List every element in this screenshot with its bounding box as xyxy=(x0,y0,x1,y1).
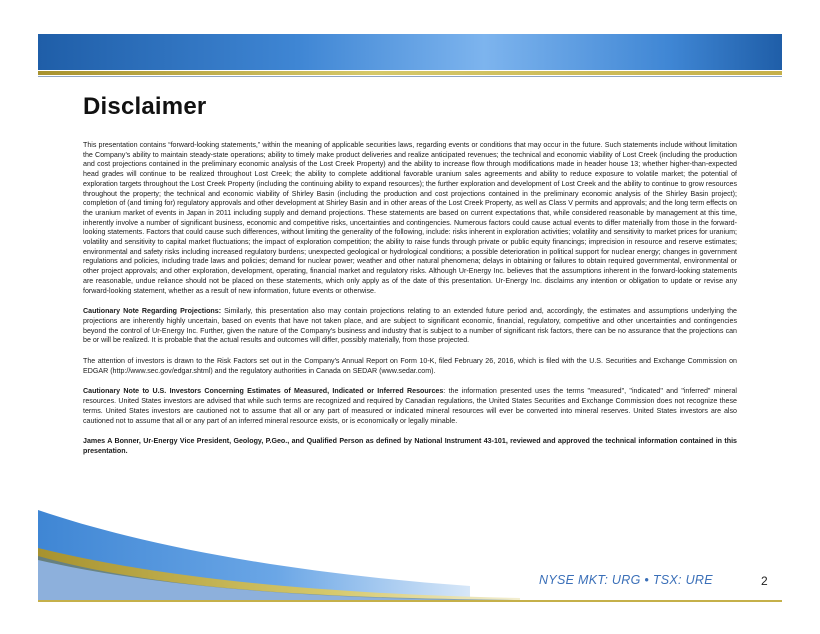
projections-body: Similarly, this presentation also may contain projections relating to an extended future period and, accordingly, the estimates and assumptions underlying the projections are inherently highly uncertain, based on events that have not taken place, and are subject to significant economic, financial, regulatory, competitive and other uncertainties and contingencies beyond the control of Ur-Energy Inc. Further, given the nature of the Company's business and industry that is subject to a number of significant risk factors, there can be no assurance that the projections can be or will be realized. It is probable that the actual results and outcomes will differ, possibly materially, from those projected. xyxy=(83,307,737,345)
us-investors-heading: Cautionary Note to U.S. Investors Concerning Estimates of Measured, Indicated or Inferred Resources xyxy=(83,387,444,396)
page-number: 2 xyxy=(761,574,768,588)
page-title: Disclaimer xyxy=(83,93,207,120)
projections-heading: Cautionary Note Regarding Projections: xyxy=(83,307,222,316)
footer-ticker: NYSE MKT: URG • TSX: URE xyxy=(539,573,713,587)
us-investors-body: : the information presented uses the terms "measured", "indicated" and "inferred" mineral resources. United States investors are advised that while such terms are recognized and required by Canadian regulations, the United States Securities and Exchange Commission does not recognize these terms. United States investors are cautioned not to assume that all or any part of measured or indicated mineral resources will ever be converted into mineral reserves. United States investors are also cautioned not to assume that all or any part of an inferred mineral resource exists, or is economically or legally minable. xyxy=(83,387,737,425)
risk-factors-paragraph: The attention of investors is drawn to the Risk Factors set out in the Company's Annual Report on Form 10-K, filed February 26, 2016, which is filed with the U.S. Securities and Exchange Commission on EDGAR (http://www.sec.gov/edgar.shtml) and the regulatory authorities in Canada on SEDAR (www.sedar.com). xyxy=(83,357,737,375)
qualified-person-paragraph: James A Bonner, Ur-Energy Vice President, Geology, P.Geo., and Qualified Person as defined by National Instrument 43-101, reviewed and approved the technical information contained in this presentation. xyxy=(83,437,737,455)
forward-looking-paragraph: This presentation contains “forward-looking statements,” within the meaning of applicable securities laws, regarding events or conditions that may occur in the future. Such statements include without limitation the Company’s ability to maintain steady-state operations; ability to timely make product deliveries and realize anticipated revenues; the technical and economic viability of Lost Creek (including the production and cost projections contained in the preliminary economic analysis of the Lost Creek Property) and the ability to increase flow through modifications made in header house 13; whether higher-than-expected head grades will continue to be realized throughout Lost Creek; the ability to complete additional favorable uranium sales agreements and ability to reduce exposure to volatile market; the potential of exploration targets throughout the Lost Creek Property (including the continuing ability to expand resources); the further exploration and development of Lost Creek and the ability to continue to grow resources throughout the property; the technical and economic viability of Shirley Basin (including the production and cost projections contained in the preliminary economic analysis of the Shirley Basin project); completion of (and timing for) regulatory approvals and other development at Shirley Basin and in other areas of the Lost Creek Property, as well as Class V permits and approvals; and the long term effects on the uranium market of events in Japan in 2011 including supply and demand projections. These statements are based on current expectations that, while considered reasonable by management at this time, inherently involve a number of significant business, economic and competitive risks, uncertainties and contingencies. Numerous factors could cause actual events to differ materially from those in the forward-looking statements. Factors that could cause such differences, without limiting the generality of the following, include: risks inherent in exploration activities; volatility and sensitivity to market prices for uranium; volatility and sensitivity to capital market fluctuations; the impact of exploration competition; the ability to raise funds through private or public equity financings; imprecision in resource and reserve estimates; environmental and safety risks including increased regulatory burdens; unexpected geological or hydrological conditions; a possible deterioration in political support for nuclear energy; changes in government regulations and policies, including trade laws and policies; demand for nuclear power; weather and other natural phenomena; delays in obtaining or failures to obtain required governmental, environmental or other project approvals; and other exploration, development, operating, financial market and regulatory risks. Although Ur-Energy Inc. believes that the assumptions inherent in the forward-looking statements are reasonable, undue reliance should not be placed on these statements, which only apply as of the date of this presentation. Ur-Energy Inc. disclaims any intention or obligation to update or revise any forward-looking statement, whether as a result of new information, future events or otherwise. xyxy=(83,141,737,295)
